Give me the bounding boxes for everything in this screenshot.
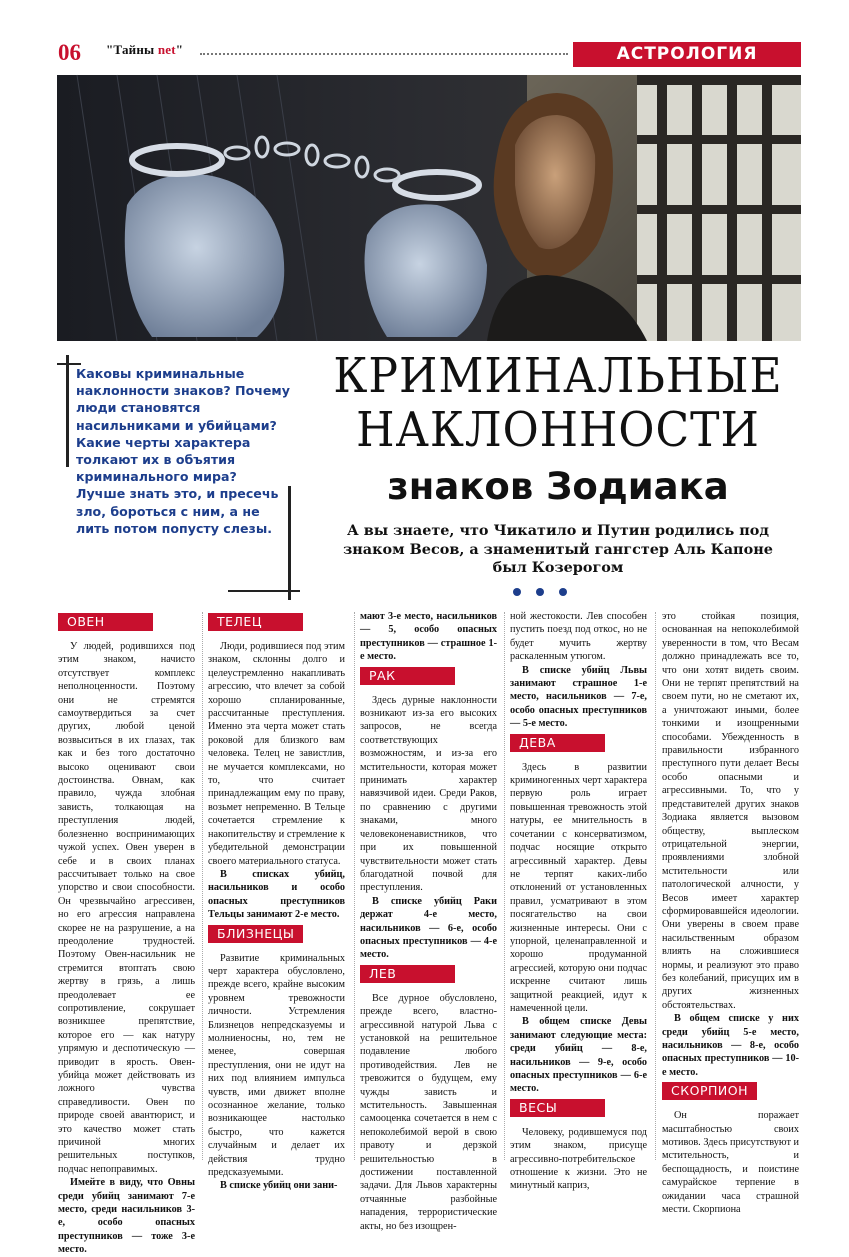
bullet-separator bbox=[513, 588, 567, 596]
sign-heading-scorpio: СКОРПИОН bbox=[662, 1082, 757, 1100]
stats-paragraph: В общем списке Девы занимают следующие места: среди убийц — 8-е, насильников — 9-е, особо опасных преступников — 6-е место. bbox=[510, 1016, 647, 1095]
frame-line-horizontal-bottom bbox=[228, 590, 300, 592]
article-column-5 bbox=[662, 610, 799, 1216]
body-paragraph: Здесь дурные наклонности возникают из-за его высоких запросов, не всегда соответствующих возможностям, и из-за его мстительности, которая может принимать характер навязчивой идеи. Среди Раков, по сравнению с другими знаками, много человеконенавистников, что при их повышенной чувствительности может стать благодатной почвой для преступления. bbox=[360, 694, 497, 894]
article-column-3 bbox=[360, 610, 497, 1233]
sign-heading-leo: ЛЕВ bbox=[360, 965, 455, 983]
article-column-1 bbox=[58, 610, 195, 1257]
bullet-dot bbox=[559, 588, 567, 596]
bullet-dot bbox=[536, 588, 544, 596]
column-rule bbox=[655, 612, 656, 1160]
body-paragraph: Здесь в развитии криминогенных черт характера первую роль играет повышенная тревожность этой натуры, ее мнительность в сочетании с консерватизмом, подчас носящие открыто агрессивный характер. Девы не терпят каких-либо отклонений от установленных правил, усматривают в этом посягательство на свои жизненные интересы. Они с упорной, целенаправленной и хорошо продуманной агрессией, которую они подчас искренне считают лишь защитной реакцией, идут к намеченной цели. bbox=[510, 761, 647, 1014]
bullet-dot bbox=[513, 588, 521, 596]
stats-paragraph: В общем списке у них среди убийц 5-е место, насильников — 8-е, особо опасных преступников — 10-е место. bbox=[662, 1013, 799, 1078]
column-rule bbox=[202, 612, 203, 1160]
stats-paragraph: В списке убийц Раки держат 4-е место, насильников — 6-е, особо опасных преступников — 4-е место. bbox=[360, 895, 497, 961]
body-paragraph: Люди, родившиеся под этим знаком, склонны долго и целеустремленно накапливать агрессию, что влечет за собой хорошо спланированные, рассчитанные преступления. Именно эта черта может стать роковой для близкого вам человека. Телец не завистлив, не мучается комплексами, но то, что считает принадлежащим ему по праву, возьмет непременно. В Тельце сочетается стремление к накопительству и стремление к убедительной демонстрации своего материального статуса. bbox=[208, 641, 345, 867]
sign-heading-gemini: БЛИЗНЕЦЫ bbox=[208, 925, 303, 943]
sign-heading-cancer: РАК bbox=[360, 667, 455, 685]
lead-paragraph: А вы знаете, что Чикатило и Путин родились под знаком Весов, а знаменитый гангстер Аль Капоне был Козерогом bbox=[343, 522, 773, 576]
page-number: 06 bbox=[58, 40, 81, 65]
header-divider bbox=[200, 53, 568, 55]
stats-paragraph: мают 3-е место, насильников — 5, особо опасных преступников — страшное 1-е место. bbox=[360, 611, 497, 663]
headline-line-1: КРИМИНАЛЬНЫЕ bbox=[333, 348, 783, 404]
body-paragraph: Человеку, родившемуся под этим знаком, присуще агрессивно-потребительское отношение к жизни. Это не минутный каприз, bbox=[510, 1126, 647, 1192]
body-paragraph: это стойкая позиция, основанная на непоколебимой уверенности в том, что Весам должно принадлежать все то, что они хотят видеть своим. Они не терпят препятствий на своем пути, но не сметают их, а уничтожают иными, более тонкими и изощренными способами. Убежденность в правильности избранного преступного пути делает Весы особо опасными и агрессивными. То, что у представителей других знаков Зодиака является вызовом обществу, выплеском отрицательной энергии, проявлениями злобной мстительности или патологической алчности, у Весов имеет характер сформировавшейся идеологии. Они уверены в своем праве насильственным образом влиять на сложившиеся нормы, и реализуют это право без колебаний, присущих им в других жизненных обстоятельствах. bbox=[662, 611, 799, 1011]
headline-main bbox=[318, 350, 798, 458]
stats-paragraph: В списке убийц Львы занимают страшное 1-е место, насильников — 7-е, особо опасных преступников — 5-е место. bbox=[510, 664, 647, 730]
sign-heading-virgo: ДЕВА bbox=[510, 734, 605, 752]
brand-close: " bbox=[175, 42, 184, 57]
column-rule bbox=[354, 612, 355, 1160]
body-paragraph: Все дурное обусловлено, прежде всего, властно-агрессивной натурой Льва с установкой на решительное подавление любого противодействия. Лев не тревожится о будущем, ему чужды зависть и мстительность. Завышенная самооценка сочетается в нем с непоколебимой верой в свою правоту и дерзкой решительностью в достижении поставленной задачи. Для Львов характерны отчаянные разбойные нападения, террористические акты, но без изощрен- bbox=[360, 992, 497, 1232]
intro-questions: Каковы криминальные наклонности знаков? Почему люди становятся насильниками и убийцами? Какие черты характера толкают их в объятия криминального мира? Лучше знать это, и пресечь зло, бороться с ним, а не лить потом попусту слезы. bbox=[76, 366, 290, 536]
body-paragraph: У людей, родившихся под этим знаком, начисто отсутствует комплекс неполноценности. Поэтому они не стремятся самоутвердиться за счет других, любой ценой возвыситься в их глазах, так как и без того достаточно высоко оценивают свои достоинства. Овнам, как правило, чужда злобная зависть, толкающая на преступления людей, болезненно воспринимающих чужой успех. Овен уверен в себе и в своих планах рассчитывает только на свое упорство и свои способности. Он чрезвычайно агрессивен, но его агрессия направлена скорее не на разрушение, а на преодоление трудностей. Поэтому Овен-насильник не стремится втоптать свою жертву в грязь, а лишь преодолевает ее сопротивление, сокрушает возникшее препятствие, которое его — как натуру упрямую и деспотическую — приводит в ярость. Овен-убийца может действовать из ложного чувства справедливости. Овен по природе своей авантюрист, и это качество может стать причиной многих решительных поступков, подчас непоправимых. bbox=[58, 641, 195, 1175]
article-column-4 bbox=[510, 610, 647, 1193]
body-paragraph: ной жестокости. Лев способен пустить поезд под откос, но не будет мучить жертву раскаленным утюгом. bbox=[510, 611, 647, 663]
headline-line-2: НАКЛОННОСТИ bbox=[356, 402, 760, 458]
headline-sub: знаков Зодиака bbox=[387, 465, 729, 508]
body-paragraph: Он поражает масштабностью своих мотивов. Здесь присутствуют и мстительность, и беспощадность, и поистине самурайское терпение в ожидании часа страшной мести. Скорпиона bbox=[662, 1110, 799, 1216]
body-paragraph: Развитие криминальных черт характера обусловлено, прежде всего, крайне высоким уровнем тревожности личности. Устремления Близнецов непредсказуемы и молниеносны, но, тем не менее, совершая преступления, они не идут на них под влиянием импульса чувств, ими движет вполне осознанное желание, только возникающее настолько быстро, что кажется случайным и делает их действия трудно предсказуемыми. bbox=[208, 952, 345, 1179]
sign-heading-libra: ВЕСЫ bbox=[510, 1099, 605, 1117]
brand-name bbox=[106, 42, 183, 58]
sign-heading-taurus: ТЕЛЕЦ bbox=[208, 613, 303, 631]
section-label: АСТРОЛОГИЯ bbox=[573, 42, 801, 67]
header-photo bbox=[57, 75, 801, 341]
frame-line-vertical-left bbox=[66, 355, 69, 467]
stats-paragraph: В списках убийц, насильников и особо опасных преступников Тельцы занимают 2-е место. bbox=[208, 868, 345, 921]
brand-prefix: "Тайны bbox=[106, 42, 158, 57]
sign-heading-aries: ОВЕН bbox=[58, 613, 153, 631]
stats-paragraph: Имейте в виду, что Овны среди убийц занимают 7-е место, среди насильников 3-е, особо опасных преступников — тоже 3-е место. bbox=[58, 1177, 195, 1256]
article-column-2 bbox=[208, 610, 345, 1193]
brand-suffix: net bbox=[157, 42, 176, 57]
stats-paragraph: В списке убийц они зани- bbox=[220, 1180, 338, 1192]
column-rule bbox=[504, 612, 505, 1160]
